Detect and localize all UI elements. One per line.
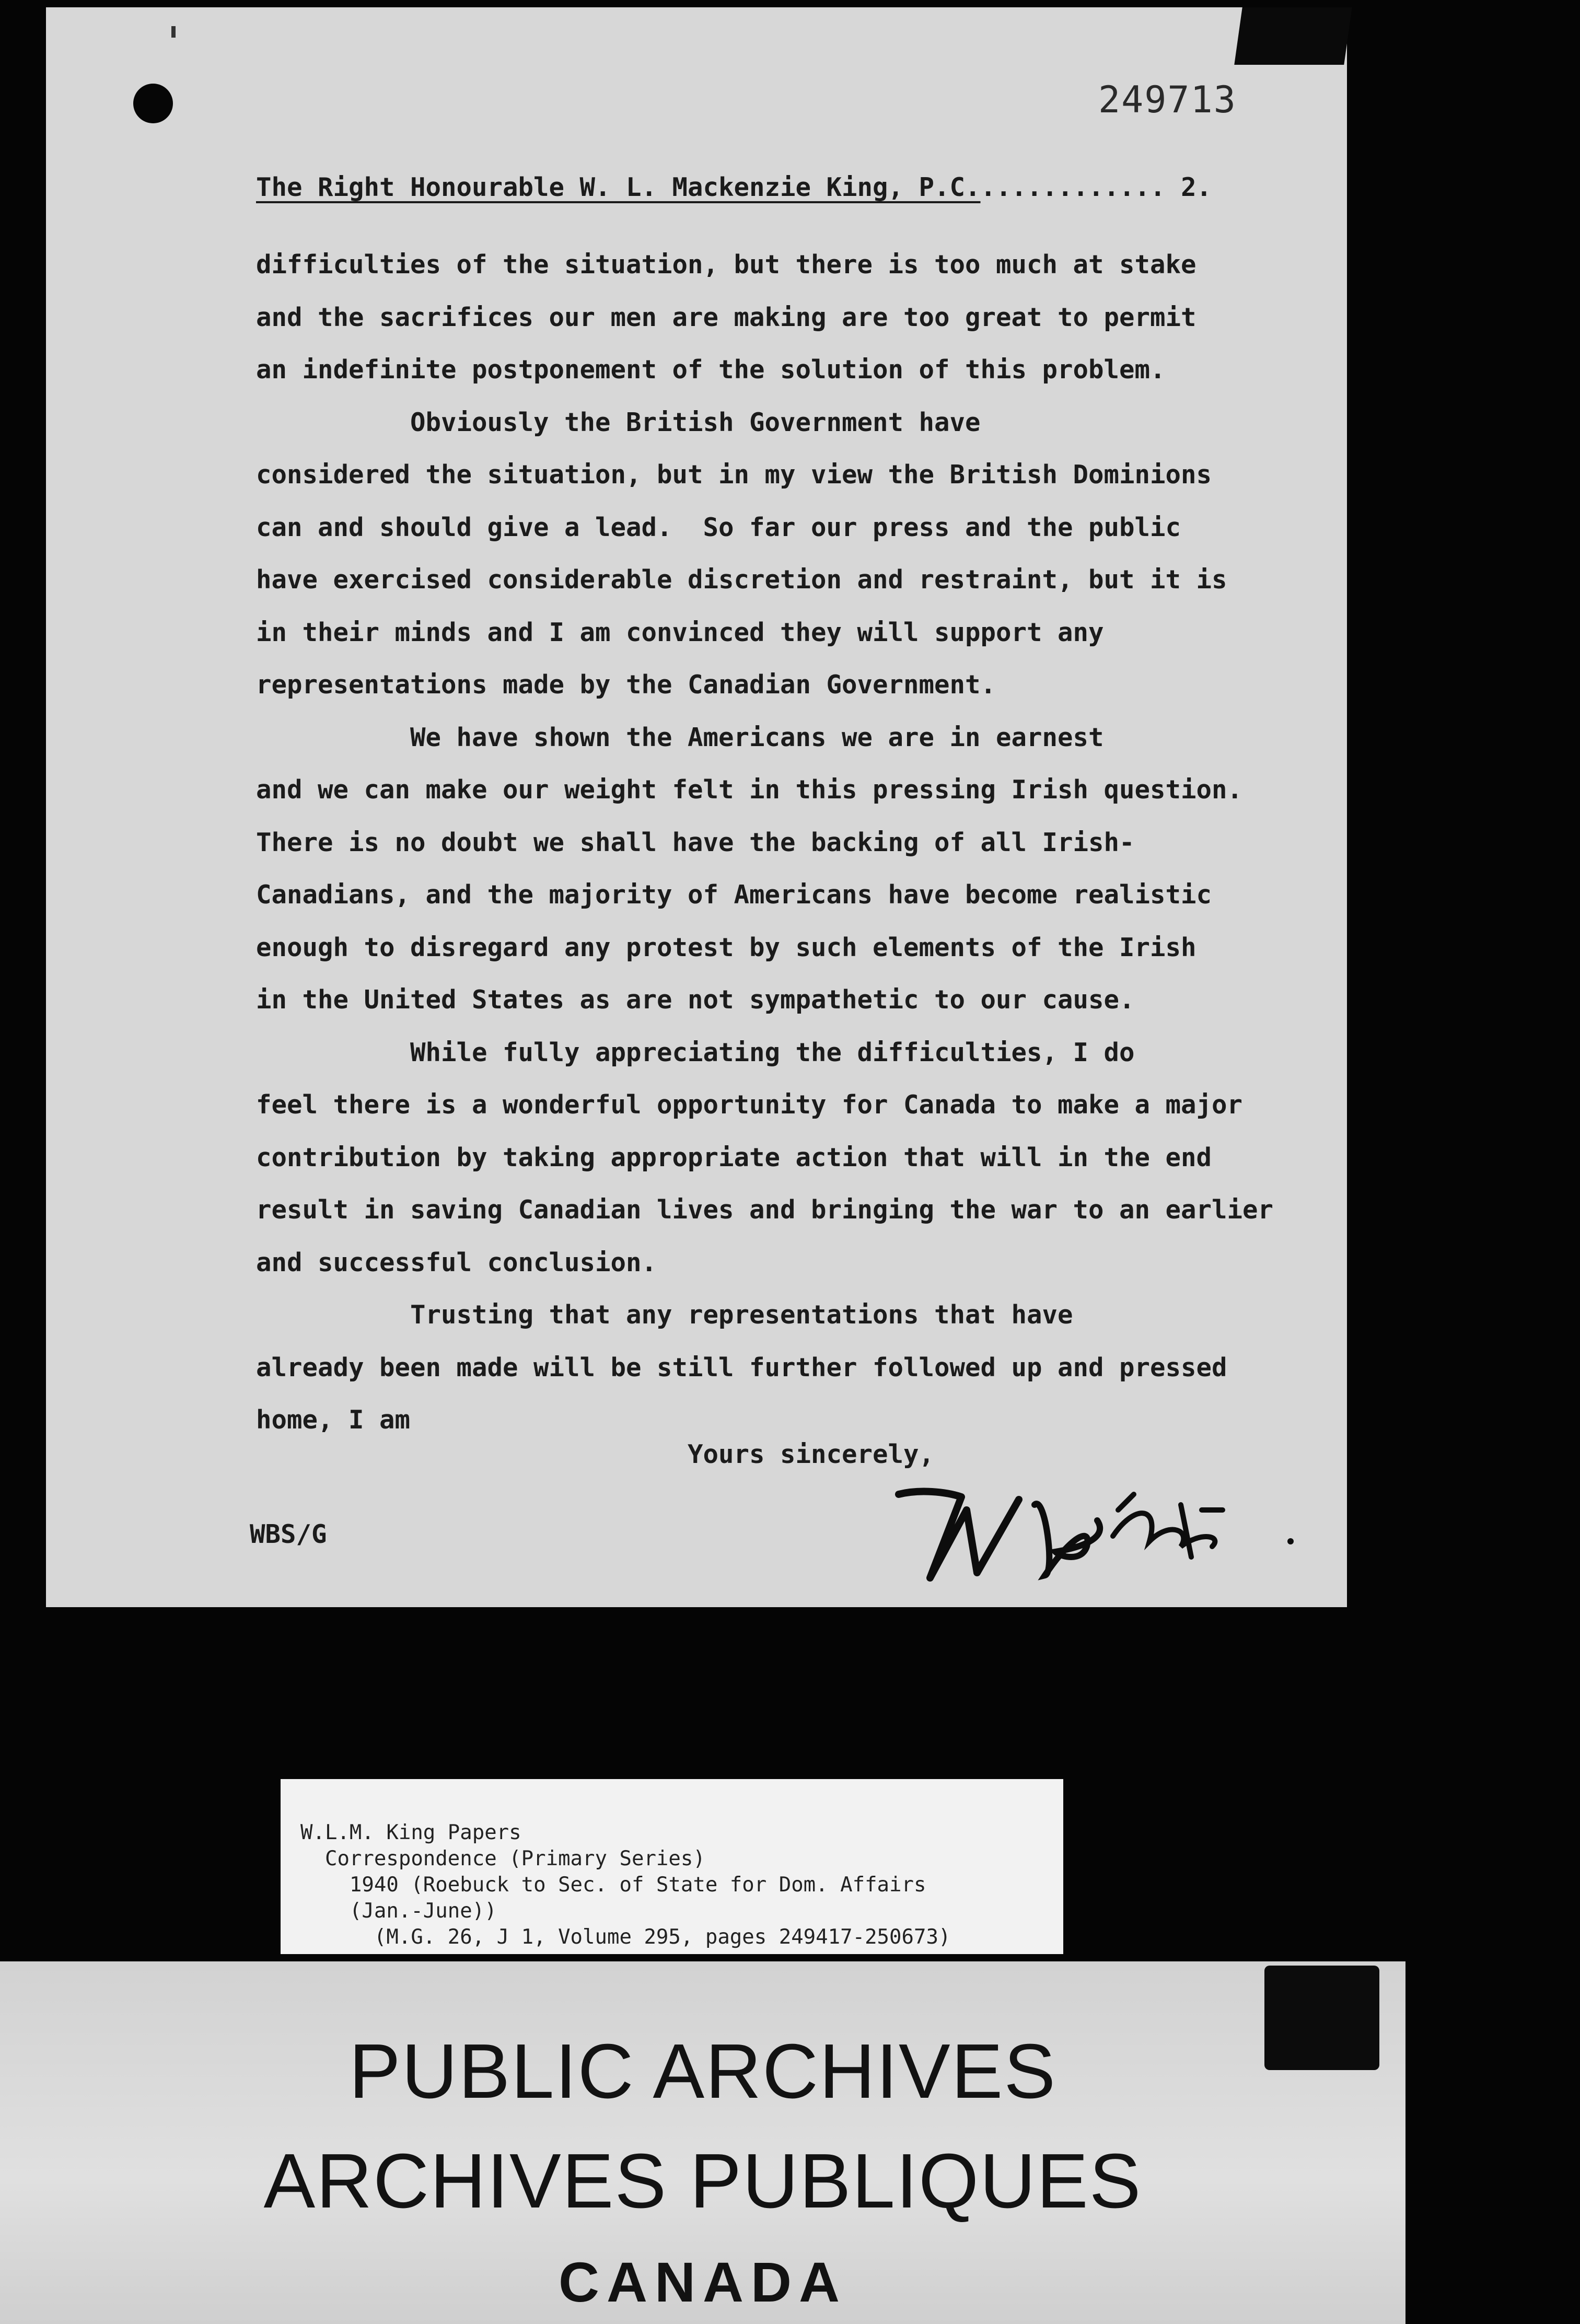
body-line: considered the situation, but in my view the British Dominions	[256, 460, 1212, 490]
body-line: Obviously the British Government have	[256, 407, 981, 437]
body-line: There is no doubt we shall have the backing of all Irish-	[256, 827, 1135, 857]
typist-initials: WBS/G	[250, 1519, 327, 1549]
archives-title-french: ARCHIVES PUBLIQUES	[263, 2138, 1142, 2224]
top-tick-mark	[171, 26, 176, 38]
archives-title-english: PUBLIC ARCHIVES	[348, 2028, 1057, 2114]
slip-line: (M.G. 26, J 1, Volume 295, pages 249417-250673)	[300, 1925, 951, 1949]
header-leader: ............	[980, 172, 1166, 202]
body-line: While fully appreciating the difficulties, I do	[256, 1037, 1135, 1067]
body-line: representations made by the Canadian Government.	[256, 670, 996, 700]
closing-salutation: Yours sincerely,	[688, 1439, 935, 1469]
body-line: difficulties of the situation, but there is too much at stake	[256, 250, 1196, 280]
header-addressee: The Right Honourable W. L. Mackenzie King, P.C.	[256, 172, 981, 202]
body-line: We have shown the Americans we are in earnest	[256, 722, 1104, 752]
body-line: and we can make our weight felt in this pressing Irish question.	[256, 775, 1243, 805]
body-line: contribution by taking appropriate action that will in the end	[256, 1142, 1212, 1172]
body-line: Canadians, and the majority of Americans have become realistic	[256, 880, 1212, 910]
slip-line: 1940 (Roebuck to Sec. of State for Dom. Affairs	[300, 1873, 926, 1897]
body-line: Trusting that any representations that have	[256, 1300, 1073, 1330]
corner-film-mark	[1234, 7, 1352, 65]
body-line: in the United States as are not sympathetic to our cause.	[256, 985, 1135, 1015]
body-line: have exercised considerable discretion and restraint, but it is	[256, 565, 1227, 595]
body-line: in their minds and I am convinced they will support any	[256, 617, 1104, 647]
body-line: can and should give a lead. So far our press and the public	[256, 512, 1181, 542]
archives-country: CANADA	[559, 2250, 847, 2314]
body-line: and successful conclusion.	[256, 1247, 657, 1277]
body-line: result in saving Canadian lives and bringing the war to an earlier	[256, 1195, 1274, 1225]
header-page-number: 2.	[1181, 172, 1212, 202]
binder-hole	[133, 84, 173, 123]
slip-line: W.L.M. King Papers	[300, 1821, 521, 1844]
slip-line: Correspondence (Primary Series)	[300, 1847, 705, 1870]
slip-line: (Jan.-June))	[300, 1899, 497, 1923]
body-line: and the sacrifices our men are making are too great to permit	[256, 302, 1196, 332]
body-line: enough to disregard any protest by such elements of the Irish	[256, 932, 1196, 962]
page-number-stamp: 249713	[1098, 78, 1237, 121]
signature	[888, 1473, 1306, 1588]
body-line: feel there is a wonderful opportunity for Canada to make a major	[256, 1090, 1243, 1120]
running-header	[256, 172, 1212, 202]
body-line: an indefinite postponement of the solution of this problem.	[256, 355, 1166, 385]
body-line: home, I am	[256, 1405, 411, 1435]
body-line: already been made will be still further followed up and pressed	[256, 1352, 1227, 1382]
